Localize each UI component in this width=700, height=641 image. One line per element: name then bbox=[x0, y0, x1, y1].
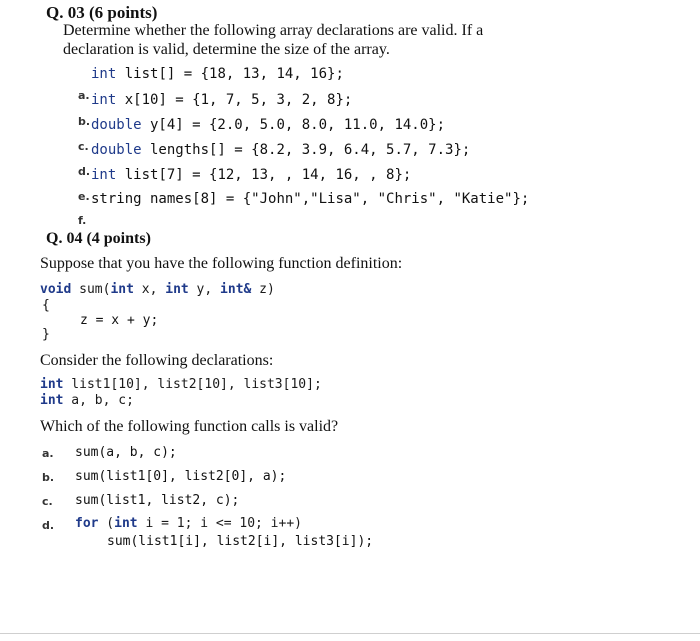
q3-prompt-line2: declaration is valid, determine the size of the array. bbox=[63, 41, 390, 58]
declaration-line-1 bbox=[40, 377, 322, 392]
type-keyword: double bbox=[91, 142, 142, 158]
q3-item-b-code bbox=[91, 92, 352, 108]
declaration: list[] = {18, 13, 14, 16}; bbox=[116, 66, 344, 82]
param-z: z) bbox=[251, 282, 275, 297]
function-signature bbox=[40, 282, 275, 297]
keyword-int: int bbox=[110, 282, 134, 297]
q3-title: Q. 03 (6 points) bbox=[46, 3, 158, 22]
option-a-code: sum(a, b, c); bbox=[75, 445, 177, 460]
item-letter: c. bbox=[78, 140, 89, 153]
item-letter: a. bbox=[78, 89, 90, 102]
q4-intro: Suppose that you have the following function definition: bbox=[40, 255, 403, 272]
q3-prompt-line1: Determine whether the following array declarations are valid. If a bbox=[63, 22, 484, 39]
function-body: z = x + y; bbox=[80, 313, 159, 328]
keyword-for: for bbox=[75, 516, 99, 531]
q3-item-d-code bbox=[91, 142, 470, 158]
open-brace: { bbox=[42, 298, 50, 313]
keyword-void: void bbox=[40, 282, 72, 297]
declaration-text: a, b, c; bbox=[63, 393, 134, 408]
declaration-text: list1[10], list2[10], list3[10]; bbox=[63, 377, 322, 392]
type-keyword: int bbox=[91, 167, 117, 183]
item-letter: b. bbox=[78, 115, 91, 128]
q3-item-e-code bbox=[91, 167, 411, 183]
declaration-line-2 bbox=[40, 393, 134, 408]
paren: ( bbox=[98, 516, 115, 531]
option-c-code: sum(list1, list2, c); bbox=[75, 493, 240, 508]
option-a-letter: a. bbox=[42, 447, 54, 460]
bottom-divider bbox=[0, 633, 700, 634]
option-b-letter: b. bbox=[42, 471, 55, 484]
type-keyword: int bbox=[91, 66, 117, 82]
option-d-letter: d. bbox=[42, 519, 55, 532]
q4-consider: Consider the following declarations: bbox=[40, 352, 274, 369]
item-letter: f. bbox=[78, 214, 87, 227]
item-letter: d. bbox=[78, 165, 91, 178]
q4-question: Which of the following function calls is valid? bbox=[40, 418, 339, 435]
type-keyword: string bbox=[91, 191, 142, 207]
declaration: names[8] = {"John","Lisa", "Chris", "Katie"}; bbox=[141, 191, 530, 207]
option-d-loop bbox=[75, 516, 302, 531]
q4-title: Q. 04 (4 points) bbox=[46, 230, 151, 247]
param-y: y, bbox=[188, 282, 221, 297]
q3-item-f-code bbox=[91, 191, 529, 207]
keyword-int: int bbox=[40, 377, 64, 392]
q3-item-a-code bbox=[91, 66, 344, 82]
type-keyword: int bbox=[91, 92, 117, 108]
item-letter: e. bbox=[78, 190, 90, 203]
keyword-int: int bbox=[114, 516, 138, 531]
loop-header: i = 1; i <= 10; i++) bbox=[137, 516, 302, 531]
option-c-letter: c. bbox=[42, 495, 53, 508]
keyword-int: int bbox=[40, 393, 64, 408]
keyword-int: int bbox=[165, 282, 189, 297]
option-d-body: sum(list1[i], list2[i], list3[i]); bbox=[107, 534, 374, 549]
function-name: sum( bbox=[71, 282, 111, 297]
param-x: x, bbox=[133, 282, 166, 297]
keyword-int-ref: int& bbox=[220, 282, 252, 297]
declaration: list[7] = {12, 13, , 14, 16, , 8}; bbox=[116, 167, 412, 183]
type-keyword: double bbox=[91, 117, 142, 133]
declaration: x[10] = {1, 7, 5, 3, 2, 8}; bbox=[116, 92, 353, 108]
option-b-code: sum(list1[0], list2[0], a); bbox=[75, 469, 287, 484]
close-brace: } bbox=[42, 327, 50, 342]
q3-item-c-code bbox=[91, 117, 445, 133]
declaration: lengths[] = {8.2, 3.9, 6.4, 5.7, 7.3}; bbox=[141, 142, 471, 158]
declaration: y[4] = {2.0, 5.0, 8.0, 11.0, 14.0}; bbox=[141, 117, 446, 133]
